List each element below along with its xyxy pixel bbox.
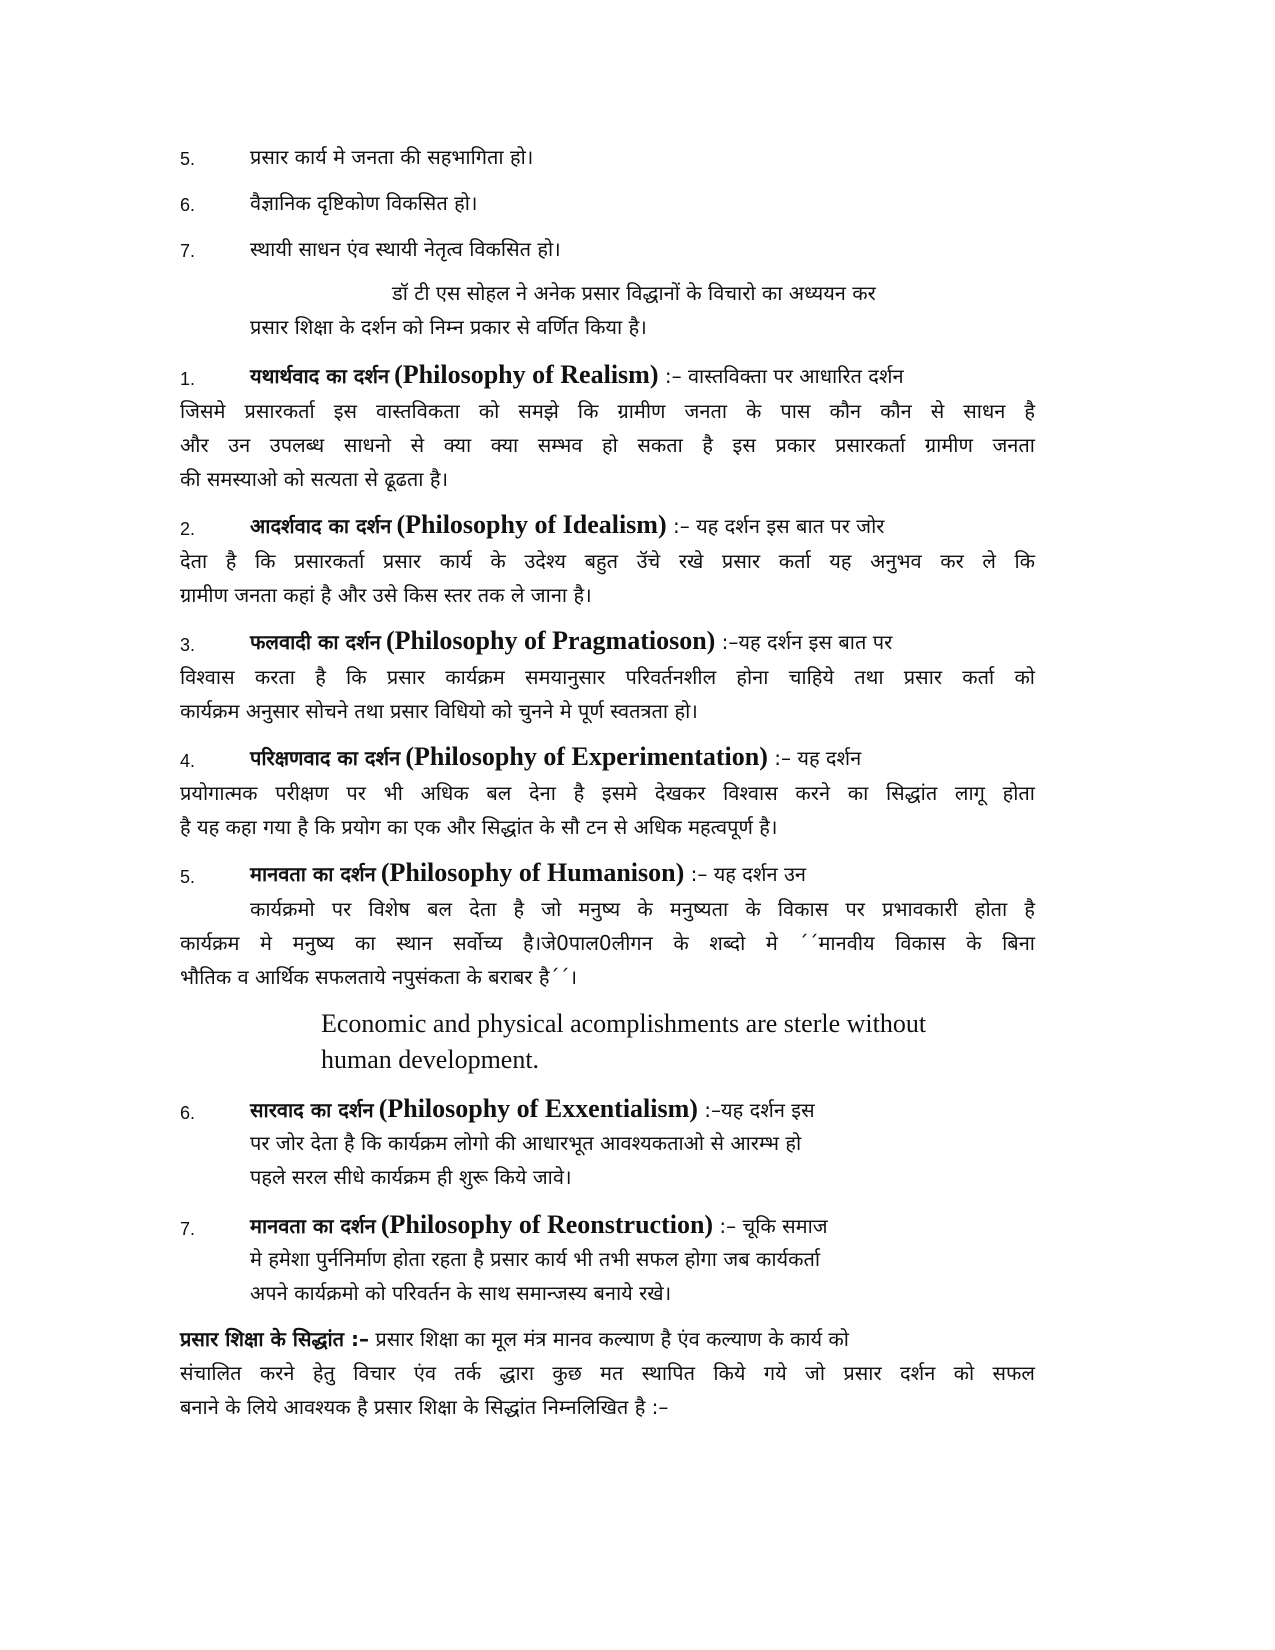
philosophy-number: 3. <box>180 635 196 655</box>
philosophy-english-title: (Philosophy of Humanison) <box>380 858 685 887</box>
philosophy-line: कार्यक्रम मे मनुष्य का स्थान सर्वोच्य है।जे0पाल0लीगन के शब्दो मे ´´मानवीय विकास के बिना <box>180 931 1035 955</box>
intro-paragraph-line: प्रसार शिक्षा के दर्शन को निम्न प्रकार से वर्णित किया है। <box>250 315 647 339</box>
principles-title: प्रसार शिक्षा के सिद्धांत :– <box>180 1327 370 1351</box>
philosophy-heading <box>250 1208 828 1245</box>
intro-paragraph-line: डॉ टी एस सोहल ने अनेक प्रसार विद्धानों के विचारो का अध्ययन कर <box>392 281 876 305</box>
philosophy-line: ग्रामीण जनता कहां है और उसे किस स्तर तक ले जाना है। <box>180 583 592 607</box>
philosophy-line: अपने कार्यक्रमो को परिवर्तन के साथ समान्जस्य बनाये रखे। <box>250 1281 672 1305</box>
philosophy-heading <box>250 740 861 777</box>
point-number: 5. <box>180 149 196 169</box>
philosophy-hindi-title: सारवाद का दर्शन <box>250 1098 374 1122</box>
philosophy-hindi-title: यथार्थवाद का दर्शन <box>250 364 390 388</box>
philosophy-hindi-title: मानवता का दर्शन <box>250 862 376 886</box>
philosophy-english-title: (Philosophy of Idealism) <box>396 510 667 539</box>
philosophy-lead-text: :–यह दर्शन इस बात पर <box>715 630 893 654</box>
philosophy-line: प्रयोगात्मक परीक्षण पर भी अधिक बल देना है इसमे देखकर विश्वास करने का सिद्धांत लागू होता <box>180 781 1035 805</box>
principles-lead-text: प्रसार शिक्षा का मूल मंत्र मानव कल्याण है एंव कल्याण के कार्य को <box>369 1327 849 1351</box>
principles-heading <box>180 1322 849 1358</box>
philosophy-line: कार्यक्रम अनुसार सोचने तथा प्रसार विधियो को चुनने मे पूर्ण स्वतत्रता हो। <box>180 699 698 723</box>
philosophy-english-title: (Philosophy of Pragmatioson) <box>385 626 716 655</box>
philosophy-lead-text: :– वास्तविक्ता पर आधारित दर्शन <box>658 364 904 388</box>
point-text: प्रसार कार्य मे जनता की सहभागिता हो। <box>250 145 534 169</box>
philosophy-heading <box>250 358 904 395</box>
philosophy-number: 2. <box>180 519 196 539</box>
philosophy-hindi-title: आदर्शवाद का दर्शन <box>250 514 392 538</box>
philosophy-lead-text: :– यह दर्शन इस बात पर जोर <box>666 514 885 538</box>
philosophy-line: भौतिक व आर्थिक सफलताये नपुसंकता के बराबर है´´। <box>180 965 578 989</box>
philosophy-number: 5. <box>180 867 196 887</box>
philosophy-lead-text: :– यह दर्शन <box>767 746 862 770</box>
philosophy-hindi-title: फलवादी का दर्शन <box>250 630 381 654</box>
philosophy-english-title: (Philosophy of Exxentialism) <box>378 1094 698 1123</box>
philosophy-english-title: (Philosophy of Realism) <box>394 360 659 389</box>
philosophy-line: विश्वास करता है कि प्रसार कार्यक्रम समयानुसार परिवर्तनशील होना चाहिये तथा प्रसार कर्ता को <box>180 665 1035 689</box>
philosophy-line: पर जोर देता है कि कार्यक्रम लोगो की आधारभूत आवश्यकताओ से आरम्भ हो <box>250 1131 802 1155</box>
philosophy-line: है यह कहा गया है कि प्रयोग का एक और सिद्धांत के सौ टन से अधिक महत्वपूर्ण है। <box>180 815 778 839</box>
point-text: वैज्ञानिक दृष्टिकोण विकसित हो। <box>250 191 478 215</box>
philosophy-line: की समस्याओ को सत्यता से ढूढता है। <box>180 467 449 491</box>
philosophy-line: पहले सरल सीधे कार्यक्रम ही शुरू किये जावे। <box>250 1165 572 1189</box>
philosophy-hindi-title: मानवता का दर्शन <box>250 1214 376 1238</box>
philosophy-lead-text: :– यह दर्शन उन <box>684 862 807 886</box>
principles-line: बनाने के लिये आवश्यक है प्रसार शिक्षा के सिद्धांत निम्नलिखित है :– <box>180 1395 669 1419</box>
philosophy-english-title: (Philosophy of Experimentation) <box>405 742 768 771</box>
philosophy-line: और उन उपलब्ध साधनो से क्या क्या सम्भव हो सकता है इस प्रकार प्रसारकर्ता ग्रामीण जनता <box>180 433 1035 457</box>
quote-line: Economic and physical acomplishments are sterle without <box>321 1009 927 1038</box>
philosophy-number: 4. <box>180 751 196 771</box>
philosophy-number: 6. <box>180 1103 196 1123</box>
philosophy-line: जिसमे प्रसारकर्ता इस वास्तविकता को समझे कि ग्रामीण जनता के पास कौन कौन से साधन है <box>180 399 1035 423</box>
quote-line: human development. <box>321 1045 540 1074</box>
philosophy-heading <box>250 856 806 893</box>
philosophy-number: 1. <box>180 369 196 389</box>
point-number: 7. <box>180 241 196 261</box>
philosophy-number: 7. <box>180 1219 196 1239</box>
point-number: 6. <box>180 195 196 215</box>
philosophy-heading <box>250 1092 815 1129</box>
philosophy-heading <box>250 624 892 661</box>
philosophy-line: मे हमेशा पुर्ननिर्माण होता रहता है प्रसार कार्य भी तभी सफल होगा जब कार्यकर्ता <box>250 1247 821 1271</box>
philosophy-line: कार्यक्रमो पर विशेष बल देता है जो मनुष्य के मनुष्यता के विकास पर प्रभावकारी होता है <box>250 897 1035 921</box>
principles-line: संचालित करने हेतु विचार एंव तर्क द्धारा कुछ मत स्थापित किये गये जो प्रसार दर्शन को सफल <box>180 1361 1035 1385</box>
point-text: स्थायी साधन एंव स्थायी नेतृत्व विकसित हो। <box>250 237 561 261</box>
philosophy-lead-text: :– चूकि समाज <box>713 1214 828 1238</box>
philosophy-lead-text: :–यह दर्शन इस <box>697 1098 815 1122</box>
philosophy-line: देता है कि प्रसारकर्ता प्रसार कार्य के उदेश्य बहुत उॅचे रखे प्रसार कर्ता यह अनुभव कर ले कि <box>180 549 1035 573</box>
philosophy-heading <box>250 508 885 545</box>
philosophy-hindi-title: परिक्षणवाद का दर्शन <box>250 746 401 770</box>
philosophy-english-title: (Philosophy of Reonstruction) <box>380 1210 714 1239</box>
